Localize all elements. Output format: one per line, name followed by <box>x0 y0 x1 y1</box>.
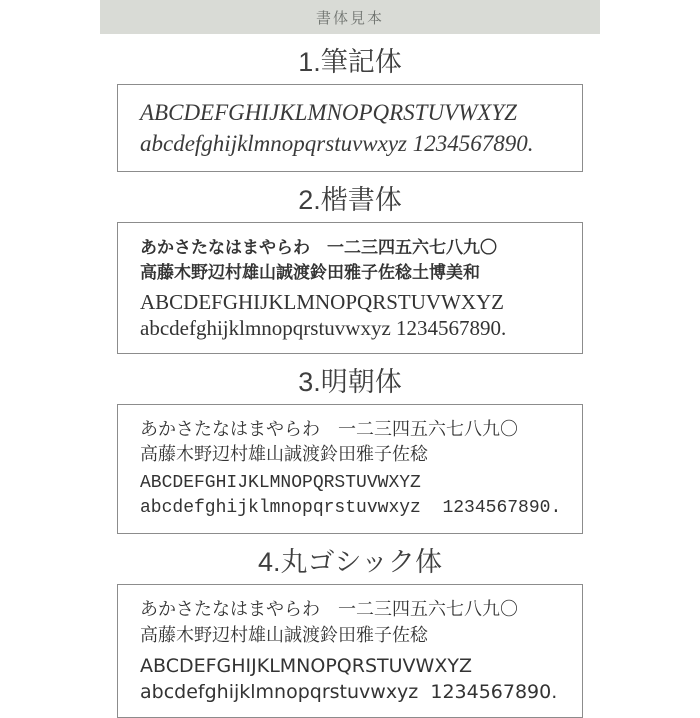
sample-line-latin-lower: abcdefghijklmnopqrstuvwxyz 1234567890. <box>140 681 558 703</box>
sample-line-kanji: 高藤木野辺村雄山誠渡鈴田雅子佐稔 <box>140 444 428 464</box>
latin-sample-group <box>140 289 572 341</box>
section-heading-kaisho: 2.楷書体 <box>298 185 402 215</box>
sample-line-latin-upper: ABCDEFGHIJKLMNOPQRSTUVWXYZ <box>140 473 421 493</box>
sample-line-latin-lower: abcdefghijklmnopqrstuvwxyz 1234567890. <box>140 131 534 156</box>
specimen-box-mincho <box>117 404 583 534</box>
sample-line-latin-upper: ABCDEFGHIJKLMNOPQRSTUVWXYZ <box>140 290 505 314</box>
sample-line-kana: あかさたなはまやらわ 一二三四五六七八九〇 <box>140 238 497 257</box>
page-title: 書体見本 <box>315 9 384 27</box>
sample-line-kana: あかさたなはまやらわ 一二三四五六七八九〇 <box>140 599 518 620</box>
sample-line-kana: あかさたなはまやらわ 一二三四五六七八九〇 <box>140 419 518 439</box>
sample-line-latin-upper: ABCDEFGHIJKLMNOPQRSTUVWXYZ <box>140 100 517 125</box>
section-kaisho <box>100 185 600 354</box>
sample-line-latin-lower: abcdefghijklmnopqrstuvwxyz 1234567890. <box>140 498 562 518</box>
section-heading-script: 1.筆記体 <box>298 47 402 77</box>
section-mincho <box>100 367 600 534</box>
section-maru-gothic <box>100 547 600 718</box>
section-script <box>100 47 600 172</box>
specimen-box-script <box>117 84 583 172</box>
latin-sample-group <box>140 471 572 521</box>
section-heading-mincho: 3.明朝体 <box>298 367 402 397</box>
section-heading-maru-gothic: 4.丸ゴシック体 <box>258 547 442 577</box>
specimen-box-maru-gothic <box>117 584 583 718</box>
sample-line-kanji: 高藤木野辺村雄山誠渡鈴田雅子佐稔土博美和 <box>140 263 480 282</box>
sample-line-latin-lower: abcdefghijklmnopqrstuvwxyz 1234567890. <box>140 316 507 340</box>
specimen-box-kaisho <box>117 222 583 354</box>
sample-line-latin-upper: ABCDEFGHIJKLMNOPQRSTUVWXYZ <box>140 655 472 677</box>
latin-sample-group <box>140 653 572 705</box>
page-header <box>100 0 600 34</box>
font-specimen-page <box>100 0 600 718</box>
sample-line-kanji: 高藤木野辺村雄山誠渡鈴田雅子佐稔 <box>140 625 428 646</box>
